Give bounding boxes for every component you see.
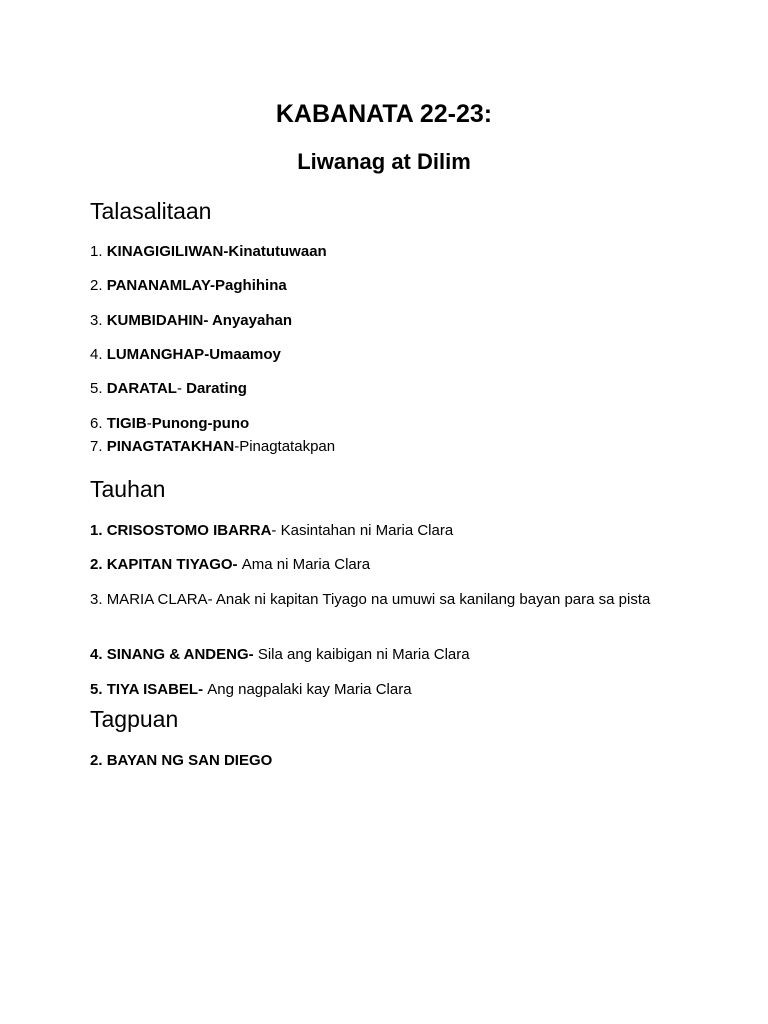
vocab-item	[90, 414, 249, 434]
vocab-separator: -	[223, 243, 229, 260]
vocab-separator: -	[146, 415, 152, 432]
vocab-number: 6.	[90, 415, 103, 432]
vocab-separator: -	[176, 380, 187, 397]
vocab-definition: Darating	[186, 380, 247, 397]
page-subtitle: Liwanag at Dilim	[297, 149, 471, 174]
vocab-number: 7.	[90, 438, 103, 455]
character-name: MARIA CLARA	[106, 591, 208, 608]
character-item	[90, 680, 412, 700]
vocab-number: 1.	[90, 243, 103, 260]
vocab-term: LUMANGHAP	[106, 346, 205, 363]
setting-number: 2.	[90, 752, 103, 769]
vocab-definition: Punong-puno	[151, 415, 250, 432]
setting-item	[90, 751, 272, 771]
vocab-number: 3.	[90, 312, 103, 329]
character-number: 1.	[90, 522, 103, 539]
character-name: KAPITAN TIYAGO	[106, 556, 233, 573]
character-item	[90, 645, 470, 665]
vocab-item	[90, 437, 335, 457]
vocab-term: KUMBIDAHIN	[106, 312, 204, 329]
vocab-separator: -	[234, 438, 240, 455]
character-name: CRISOSTOMO IBARRA	[106, 522, 272, 539]
vocab-item	[90, 311, 292, 331]
vocab-item	[90, 276, 287, 296]
vocab-term: PINAGTATAKHAN	[106, 438, 235, 455]
tagpuan-heading: Tagpuan	[90, 706, 179, 732]
character-description: Anak ni kapitan Tiyago na umuwi sa kanilang bayan para sa pista	[215, 591, 651, 608]
character-item	[90, 590, 670, 610]
vocab-number: 5.	[90, 380, 103, 397]
character-number: 4.	[90, 646, 103, 663]
character-number: 3.	[90, 591, 103, 608]
vocab-term: PANANAMLAY	[106, 277, 211, 294]
character-description: Kasintahan ni Maria Clara	[280, 522, 454, 539]
vocab-term: TIGIB	[106, 415, 147, 432]
vocab-item	[90, 345, 281, 365]
setting-place: BAYAN NG SAN DIEGO	[106, 752, 273, 769]
vocab-number: 4.	[90, 346, 103, 363]
vocab-separator: -	[210, 277, 216, 294]
vocab-definition: Kinatutuwaan	[228, 243, 327, 260]
character-item	[90, 555, 370, 575]
character-description: Sila ang kaibigan ni Maria Clara	[257, 646, 470, 663]
talasalitaan-heading: Talasalitaan	[90, 198, 212, 224]
vocab-definition: Paghihina	[215, 277, 287, 294]
character-separator: -	[232, 556, 242, 573]
vocab-definition: Umaamoy	[209, 346, 281, 363]
character-number: 5.	[90, 681, 103, 698]
character-number: 2.	[90, 556, 103, 573]
vocab-separator: -	[204, 346, 210, 363]
character-description: Ang nagpalaki kay Maria Clara	[207, 681, 412, 698]
character-description: Ama ni Maria Clara	[241, 556, 371, 573]
vocab-item	[90, 242, 327, 262]
character-name: TIYA ISABEL	[106, 681, 199, 698]
vocab-term: KINAGIGILIWAN	[106, 243, 224, 260]
character-separator: -	[271, 522, 281, 539]
character-separator: -	[248, 646, 258, 663]
character-name: SINANG & ANDENG	[106, 646, 249, 663]
vocab-definition: Anyayahan	[211, 312, 293, 329]
vocab-item	[90, 379, 247, 399]
vocab-number: 2.	[90, 277, 103, 294]
vocab-definition: Pinagtatakpan	[239, 438, 336, 455]
page-title: KABANATA 22-23:	[275, 100, 493, 128]
vocab-term: DARATAL	[106, 380, 177, 397]
character-item	[90, 521, 453, 541]
vocab-separator: -	[203, 312, 212, 329]
tauhan-heading: Tauhan	[90, 476, 166, 502]
character-separator: -	[207, 591, 216, 608]
character-separator: -	[198, 681, 208, 698]
